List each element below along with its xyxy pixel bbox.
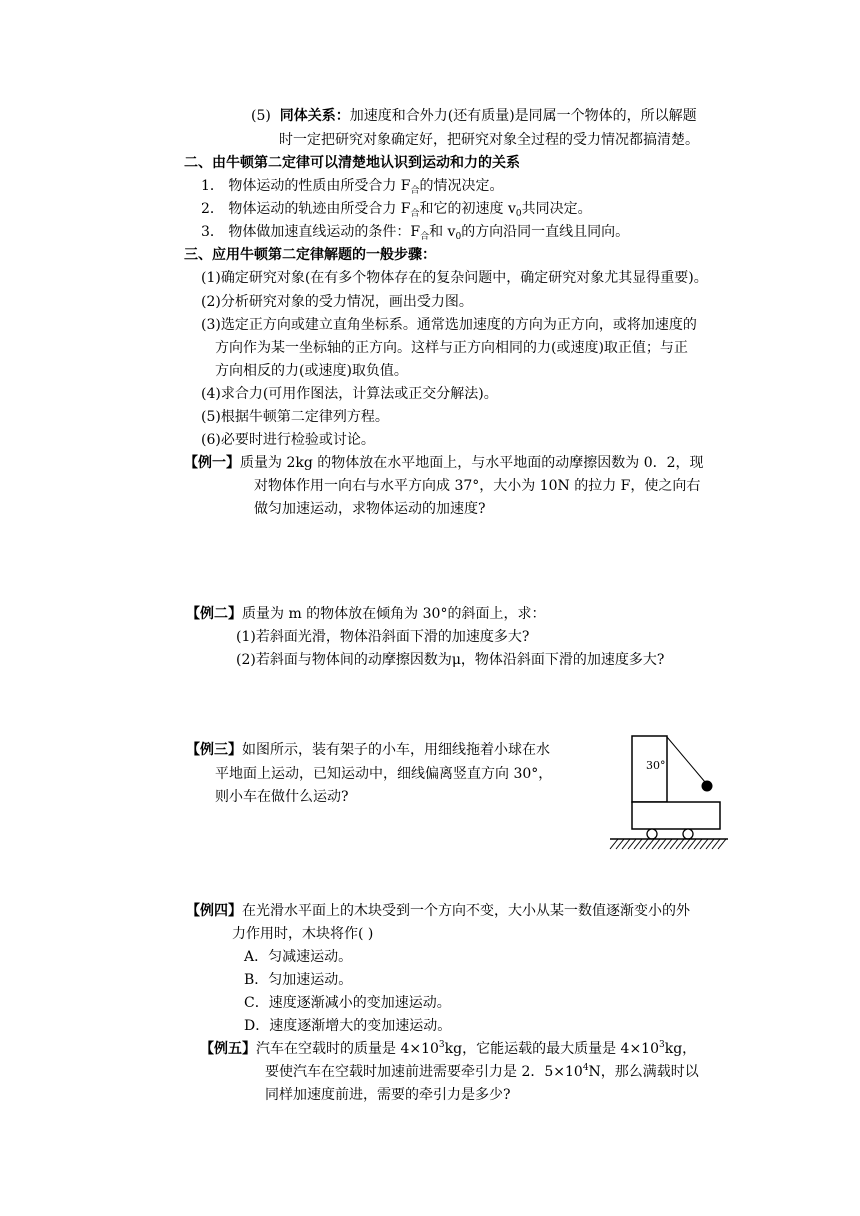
example-3-line2: 平地面上运动，已知运动中，细线偏离竖直方向 30°， xyxy=(215,766,553,782)
angle-label: 30° xyxy=(646,759,666,772)
example-5-line3: 同样加速度前进，需要的牵引力是多少? xyxy=(265,1087,511,1103)
step-4: (4)求合力(可用作图法，计算法或正交分解法)。 xyxy=(201,386,498,402)
example-1-tag: 【例一】 xyxy=(184,455,240,471)
step-3-line2: 方向作为某一坐标轴的正方向。这样与正方向相同的力(或速度)取正值；与正 xyxy=(215,340,688,356)
example-3-line3: 则小车在做什么运动? xyxy=(215,789,349,805)
example-4-tag: 【例四】 xyxy=(186,903,242,919)
option-a: A．匀减速运动。 xyxy=(244,949,353,965)
example-5-line2: 要使汽车在空载时加速前进需要牵引力是 2．$5\times 10^4N$，那么满载时以 xyxy=(265,1063,699,1080)
example-2-tag: 【例二】 xyxy=(186,606,242,622)
string xyxy=(667,737,705,782)
example-4-line1: 【例四】在光滑水平面上的木块受到一个方向不变，大小从某一数值逐渐变小的外 xyxy=(186,903,690,919)
example-5-line1: 【例五】汽车在空载时的质量是 $4\times 10^3kg$，它能运载的最大质量是 $4\times 10^3kg$， xyxy=(200,1040,697,1057)
cart-pendulum-figure xyxy=(604,733,730,855)
ground-hatching xyxy=(610,839,726,849)
wheel-right xyxy=(683,829,693,839)
item-5-line2: 时一定把研究对象确定好，把研究对象全过程的受力情况都搞清楚。 xyxy=(279,132,699,148)
example-2-line3: (2)若斜面与物体间的动摩擦因数为μ，物体沿斜面下滑的加速度多大? xyxy=(236,652,665,668)
example-3-line1: 【例三】如图所示，装有架子的小车，用细线拖着小球在水 xyxy=(186,742,550,758)
section-3-title: 三、应用牛顿第二定律解题的一般步骤： xyxy=(184,247,436,263)
cart-body xyxy=(632,802,720,829)
section-2-point-3: 3． 物体做加速直线运动的条件：$F_合$和 $v_0$的方向沿同一直线且同向。 xyxy=(201,224,630,242)
example-2-line2: (1)若斜面光滑，物体沿斜面下滑的加速度多大? xyxy=(236,629,530,645)
example-1-line1: 【例一】质量为 2kg 的物体放在水平地面上，与水平地面的动摩擦因数为 0．2，现 xyxy=(184,455,704,471)
example-3-tag: 【例三】 xyxy=(186,742,242,758)
step-2: (2)分析研究对象的受力情况，画出受力图。 xyxy=(201,294,473,310)
example-2-line1: 【例二】质量为 m 的物体放在倾角为 30°的斜面上，求： xyxy=(186,606,546,622)
wheel-left xyxy=(647,829,657,839)
section-2-point-1: 1． 物体运动的性质由所受合力 $F_合$的情况决定。 xyxy=(201,178,504,196)
step-3-line1: (3)选定正方向或建立直角坐标系。通常选加速度的方向为正方向，或将加速度的 xyxy=(201,317,697,333)
section-2-title: 二、由牛顿第二定律可以清楚地认识到运动和力的关系 xyxy=(184,155,520,171)
example-1-line3: 做匀加速运动，求物体运动的加速度? xyxy=(254,501,486,517)
step-3-line3: 方向相反的力(或速度)取负值。 xyxy=(215,363,408,379)
section-2-point-2: 2． 物体运动的轨迹由所受合力 $F_合$和它的初速度 $v_0$共同决定。 xyxy=(201,201,592,219)
step-1: (1)确定研究对象(在有多个物体存在的复杂问题中，确定研究对象尤其显得重要)。 xyxy=(201,270,708,286)
step-6: (6)必要时进行检验或讨论。 xyxy=(201,432,375,448)
example-5-tag: 【例五】 xyxy=(200,1041,256,1057)
ball xyxy=(702,781,713,792)
item-5-line1: (5) 同体关系：加速度和合外力(还有质量)是同属一个物体的，所以解题 xyxy=(251,108,697,124)
option-d: D．速度逐渐增大的变加速运动。 xyxy=(244,1018,452,1034)
example-4-line2: 力作用时，木块将作( ) xyxy=(232,926,374,942)
example-1-line2: 对物体作用一向右与水平方向成 37°，大小为 10N 的拉力 F，使之向右 xyxy=(254,478,701,494)
option-b: B．匀加速运动。 xyxy=(244,972,353,988)
step-5: (5)根据牛顿第二定律列方程。 xyxy=(201,409,389,425)
option-c: C．速度逐渐减小的变加速运动。 xyxy=(244,995,451,1011)
